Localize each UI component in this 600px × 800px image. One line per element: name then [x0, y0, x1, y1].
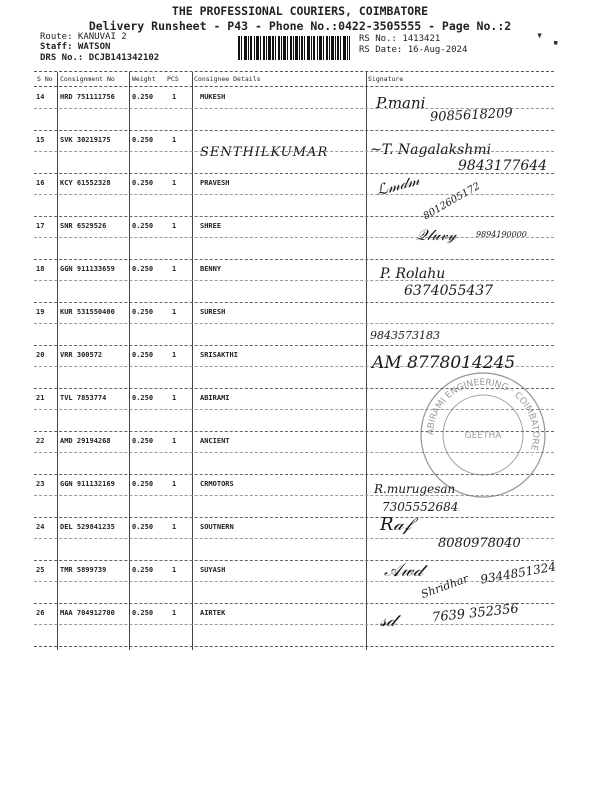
handwritten-signature: P.mani: [376, 94, 426, 112]
corner-mark-icon: ▾: [536, 28, 544, 42]
table-bottom-rule: [34, 646, 554, 647]
row-sno: 21: [36, 394, 45, 402]
handwritten-phone: 7305552684: [382, 500, 459, 514]
handwritten-phone: 8012605172: [421, 180, 483, 223]
row-pcs: 1: [172, 93, 177, 101]
handwritten-signature: ~T. Nagalakshmi: [370, 142, 492, 158]
handwritten-phone: 6374055437: [404, 283, 494, 299]
row-consignee: AIRTEK: [200, 609, 226, 617]
row-pcs: 1: [172, 394, 177, 402]
table-header: [34, 72, 554, 86]
row-pcs: 1: [172, 351, 177, 359]
table-row: [34, 560, 554, 603]
row-pcs: 1: [172, 179, 177, 187]
row-weight: 0.250: [132, 437, 154, 445]
row-sno: 16: [36, 179, 45, 187]
handwritten-consignee: SENTHILKUMAR: [200, 145, 329, 160]
row-consignee: SUYASH: [200, 566, 226, 574]
handwritten-phone: 9894190000: [476, 230, 527, 239]
row-pcs: 1: [172, 308, 177, 316]
handwritten-signature: R.murugesan: [374, 482, 456, 496]
meta-right: [359, 34, 467, 55]
row-consignee: SURESH: [200, 308, 226, 316]
row-consignment: KCY 61552328: [60, 179, 111, 187]
company-title: THE PROFESSIONAL COURIERS, COIMBATORE: [171, 4, 429, 18]
col-sno: S No: [37, 75, 53, 83]
row-sno: 26: [36, 609, 45, 617]
row-weight: 0.250: [132, 136, 154, 144]
row-sno: 23: [36, 480, 45, 488]
handwritten-signature-icon: ℒ𝓂𝒹𝓂: [374, 170, 422, 200]
table-row: [34, 302, 554, 345]
handwritten-phone: 9843573183: [370, 329, 440, 342]
row-consignment: SVK 30219175: [60, 136, 111, 144]
col-signature: Signature: [368, 75, 404, 83]
row-weight: 0.250: [132, 222, 154, 230]
row-consignee: ABIRAMI: [200, 394, 230, 402]
row-weight: 0.250: [132, 308, 154, 316]
col-consignment: Consignment No: [60, 75, 115, 83]
handwritten-phone: AM 8778014245: [372, 353, 516, 373]
row-weight: 0.250: [132, 523, 154, 531]
row-pcs: 1: [172, 523, 177, 531]
row-consignment: MAA 704912700: [60, 609, 115, 617]
col-consignee: Consignee Details: [194, 75, 261, 83]
row-consignment: AMD 29194268: [60, 437, 111, 445]
row-sno: 20: [36, 351, 45, 359]
row-weight: 0.250: [132, 566, 154, 574]
seal-outer-text: ABIRAMI ENGINEERING · COIMBATORE ·: [425, 377, 541, 458]
staff-label: Staff: WATSON: [40, 42, 111, 52]
row-consignee: MUKESH: [200, 93, 226, 101]
row-consignee: PRAVESH: [200, 179, 230, 187]
row-consignment: GGN 911132169: [60, 480, 115, 488]
handwritten-phone: 7639 352356: [431, 601, 520, 626]
handwritten-phone: 9085618209: [429, 105, 514, 126]
row-weight: 0.250: [132, 351, 154, 359]
company-seal-icon: [418, 370, 548, 500]
row-consignment: VRR 300572: [60, 351, 103, 359]
col-pcs: PCS: [167, 75, 179, 83]
rs-date: RS Date: 16-Aug-2024: [359, 45, 468, 55]
svg-text:ABIRAMI ENGINEERING · COIMBATO: [426, 378, 540, 458]
row-pcs: 1: [172, 566, 177, 574]
row-sno: 18: [36, 265, 45, 273]
row-consignment: DEL 529841235: [60, 523, 115, 531]
barcode-icon: [238, 36, 350, 60]
row-weight: 0.250: [132, 480, 154, 488]
corner-mark-icon: ▪: [553, 38, 559, 48]
row-pcs: 1: [172, 480, 177, 488]
row-pcs: 1: [172, 265, 177, 273]
meta-left: [40, 32, 159, 63]
row-sno: 17: [36, 222, 45, 230]
row-consignee: ANCIENT: [200, 437, 230, 445]
handwritten-signature-icon: 𝓈𝒹: [380, 610, 396, 631]
row-weight: 0.250: [132, 394, 154, 402]
row-consignment: GGN 911133659: [60, 265, 115, 273]
handwritten-phone: 8080978040: [438, 536, 521, 551]
row-consignee: BENNY: [200, 265, 222, 273]
handwritten-signature-icon: 𝒬𝓁𝓊𝓋𝓎: [416, 226, 457, 244]
row-pcs: 1: [172, 136, 177, 144]
handwritten-signature-icon: 𝒜𝓌𝒹: [384, 560, 423, 581]
row-sno: 25: [36, 566, 45, 574]
row-weight: 0.250: [132, 265, 154, 273]
row-pcs: 1: [172, 222, 177, 230]
seal-inner-text: GEETHA: [464, 431, 502, 441]
row-sno: 15: [36, 136, 45, 144]
row-consignment: HRD 751111756: [60, 93, 115, 101]
row-consignment: TVL 7853774: [60, 394, 107, 402]
row-sno: 14: [36, 93, 45, 101]
handwritten-signature: P. Rolahu: [380, 266, 446, 282]
row-weight: 0.250: [132, 179, 154, 187]
row-sno: 22: [36, 437, 45, 445]
row-consignee: SRISAKTHI: [200, 351, 238, 359]
row-pcs: 1: [172, 609, 177, 617]
row-consignee: SHREE: [200, 222, 222, 230]
route-label: Route: KANUVAI 2: [40, 32, 127, 42]
row-weight: 0.250: [132, 609, 154, 617]
row-pcs: 1: [172, 437, 177, 445]
row-sno: 24: [36, 523, 45, 531]
table-row: [34, 170, 554, 216]
row-consignee: SOUTNERN: [200, 523, 234, 531]
handwritten-phone: 9843177644: [458, 158, 548, 174]
drs-label: DRS No.: DCJB141342102: [40, 53, 160, 63]
handwritten-phone: 9344851324: [479, 559, 557, 587]
handwritten-signature: Shridhar: [419, 571, 471, 602]
runsheet-subtitle: Delivery Runsheet - P43 - Phone No.:0422-3505555 - Page No.:2: [88, 19, 512, 33]
row-consignment: KUR 531550400: [60, 308, 115, 316]
handwritten-signature-icon: 𝑅𝒶𝒻: [380, 514, 412, 535]
row-consignment: TMR 5899739: [60, 566, 107, 574]
col-weight: Weight: [132, 75, 156, 83]
row-weight: 0.250: [132, 93, 154, 101]
rs-number: RS No.: 1413421: [359, 34, 441, 44]
row-consignee: CRMOTORS: [200, 480, 234, 488]
row-sno: 19: [36, 308, 45, 316]
row-consignment: SNR 6529526: [60, 222, 107, 230]
